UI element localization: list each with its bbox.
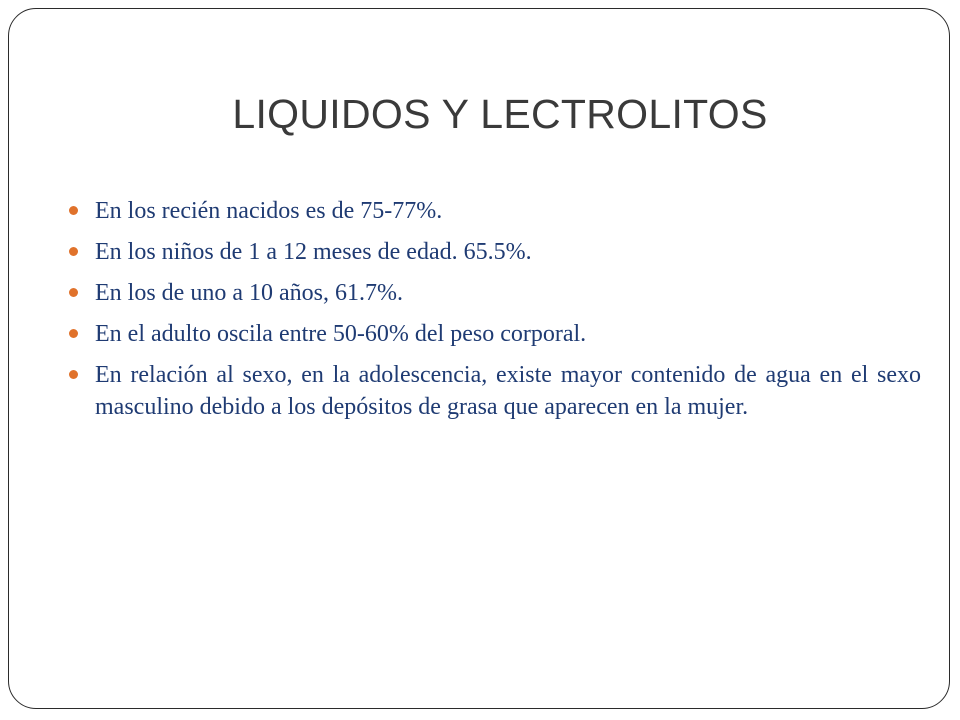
bullet-dot-icon <box>69 206 78 215</box>
bullet-item <box>69 277 921 309</box>
slide-frame <box>8 8 950 709</box>
bullet-item <box>69 318 921 350</box>
bullet-item <box>69 195 921 227</box>
bullet-text: En los recién nacidos es de 75-77%. <box>95 198 443 224</box>
bullet-dot-icon <box>69 247 78 256</box>
bullet-text: En los de uno a 10 años, 61.7%. <box>95 280 403 306</box>
slide-title: LIQUIDOS Y LECTROLITOS <box>232 91 768 137</box>
bullet-item <box>69 236 921 268</box>
bullet-dot-icon <box>69 288 78 297</box>
bullet-text: En los niños de 1 a 12 meses de edad. 65.5%. <box>95 239 532 265</box>
bullet-text: En el adulto oscila entre 50-60% del peso corporal. <box>95 321 587 347</box>
bullet-dot-icon <box>69 329 78 338</box>
bullet-list <box>69 195 921 432</box>
bullet-dot-icon <box>69 370 78 379</box>
bullet-item <box>69 359 921 423</box>
bullet-text: En relación al sexo, en la adolescencia, existe mayor contenido de agua en el sexo masculino debido a los depósitos de grasa que aparecen en la mujer. <box>95 362 921 420</box>
